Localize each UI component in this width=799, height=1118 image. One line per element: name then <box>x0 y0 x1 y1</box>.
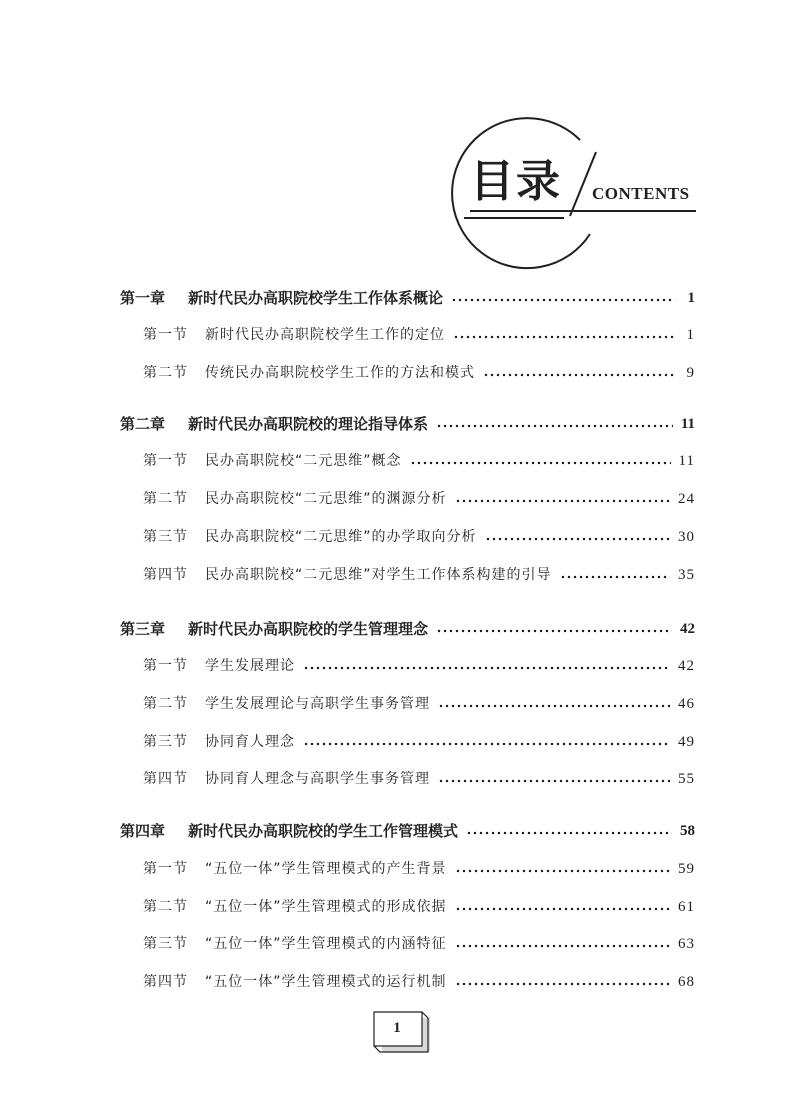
toc-entry-title: 学生发展理论与高职学生事务管理 <box>205 696 430 712</box>
toc-entry-page: 63 <box>678 936 695 952</box>
toc-entry-title: 民办高职院校“二元思维”的渊源分析 <box>205 491 447 507</box>
dot-leader <box>455 932 670 956</box>
dot-leader <box>485 525 670 549</box>
dot-leader <box>455 857 670 881</box>
toc-entry-page: 61 <box>678 899 695 915</box>
page-subtitle: CONTENTS <box>592 184 690 203</box>
toc-entry-number: 第一节 <box>143 327 188 343</box>
page-number: 1 <box>393 1020 401 1036</box>
toc-chapter-entry[interactable] <box>120 617 695 641</box>
toc-entry-page: 1 <box>687 290 695 306</box>
page-title: 目录 <box>470 156 562 207</box>
toc-entry-page: 68 <box>678 974 695 990</box>
toc-entry-number: 第四节 <box>143 974 188 990</box>
toc-entry-title: 新时代民办高职院校的学生管理理念 <box>188 620 429 638</box>
toc-entry-title: 协同育人理念与高职学生事务管理 <box>205 771 430 787</box>
toc-entry-number: 第二节 <box>143 491 188 507</box>
dot-leader <box>455 895 670 919</box>
dot-leader <box>451 286 675 310</box>
toc-entry-page: 42 <box>678 658 695 674</box>
dot-leader <box>303 730 670 754</box>
toc-entry-title: 民办高职院校“二元思维”对学生工作体系构建的引导 <box>205 567 552 583</box>
toc-entry-number: 第三节 <box>143 529 188 545</box>
dot-leader <box>560 563 670 587</box>
toc-entry-title: 新时代民办高职院校学生工作体系概论 <box>188 289 444 307</box>
toc-section-entry[interactable] <box>143 857 695 881</box>
dot-leader <box>483 361 675 385</box>
toc-entry-page: 49 <box>678 734 695 750</box>
toc-entry-number: 第二章 <box>120 415 166 433</box>
toc-entry-title: 新时代民办高职院校的学生工作管理模式 <box>188 822 459 840</box>
dot-leader <box>436 412 673 436</box>
toc-section-entry[interactable] <box>143 361 695 385</box>
dot-leader <box>455 970 670 994</box>
toc-entry-page: 9 <box>686 365 695 381</box>
toc-entry-page: 55 <box>678 771 695 787</box>
toc-entry-number: 第四章 <box>120 822 166 840</box>
toc-section-entry[interactable] <box>143 692 695 716</box>
toc-entry-title: 新时代民办高职院校的理论指导体系 <box>188 415 429 433</box>
toc-section-entry[interactable] <box>143 932 695 956</box>
toc-entry-number: 第三节 <box>143 734 188 750</box>
dot-leader <box>436 617 672 641</box>
toc-entry-number: 第二节 <box>143 696 188 712</box>
toc-section-entry[interactable] <box>143 654 695 678</box>
toc-entry-number: 第四节 <box>143 567 188 583</box>
toc-entry-number: 第一章 <box>120 289 166 307</box>
toc-entry-title: 传统民办高职院校学生工作的方法和模式 <box>205 365 475 381</box>
toc-entry-page: 11 <box>680 416 695 432</box>
toc-entry-page: 30 <box>678 529 695 545</box>
dot-leader <box>303 654 670 678</box>
dot-leader <box>466 819 672 843</box>
toc-entry-title: “五位一体”学生管理模式的形成依据 <box>205 899 447 915</box>
toc-entry-page: 46 <box>678 696 695 712</box>
toc-section-entry[interactable] <box>143 323 695 347</box>
toc-header <box>0 0 799 270</box>
toc-section-entry[interactable] <box>143 487 695 511</box>
toc-entry-page: 11 <box>678 453 695 469</box>
toc-entry-page: 35 <box>678 567 695 583</box>
page-number-badge <box>372 1010 432 1050</box>
toc-entry-number: 第一节 <box>143 861 188 877</box>
title-underline-lower <box>464 217 564 219</box>
toc-entry-title: 新时代民办高职院校学生工作的定位 <box>205 327 445 343</box>
toc-entry-number: 第二节 <box>143 899 188 915</box>
toc-entry-title: “五位一体”学生管理模式的运行机制 <box>205 974 447 990</box>
toc-entry-number: 第三章 <box>120 620 166 638</box>
subtitle-underline <box>570 210 696 212</box>
toc-entry-number: 第一节 <box>143 453 188 469</box>
toc-entry-title: “五位一体”学生管理模式的产生背景 <box>205 861 447 877</box>
toc-entry-page: 24 <box>678 491 695 507</box>
toc-section-entry[interactable] <box>143 563 695 587</box>
toc-entry-number: 第二节 <box>143 365 188 381</box>
toc-entry-title: 协同育人理念 <box>205 734 295 750</box>
toc-entry-number: 第三节 <box>143 936 188 952</box>
dot-leader <box>438 692 670 716</box>
toc-entry-page: 1 <box>686 327 695 343</box>
toc-chapter-entry[interactable] <box>120 412 695 436</box>
toc-entry-page: 59 <box>678 861 695 877</box>
toc-chapter-entry[interactable] <box>120 819 695 843</box>
toc-section-entry[interactable] <box>143 895 695 919</box>
toc-entry-title: 民办高职院校“二元思维”的办学取向分析 <box>205 529 477 545</box>
toc-entry-page: 42 <box>680 621 695 637</box>
toc-entry-title: 学生发展理论 <box>205 658 295 674</box>
dot-leader <box>453 323 675 347</box>
toc-section-entry[interactable] <box>143 970 695 994</box>
dot-leader <box>455 487 670 511</box>
toc-section-entry[interactable] <box>143 449 695 473</box>
toc-entry-title: 民办高职院校“二元思维”概念 <box>205 453 402 469</box>
title-underline-upper <box>470 210 570 212</box>
dot-leader <box>410 449 671 473</box>
dot-leader <box>438 767 670 791</box>
toc-section-entry[interactable] <box>143 525 695 549</box>
toc-entry-number: 第四节 <box>143 771 188 787</box>
toc-entry-title: “五位一体”学生管理模式的内涵特征 <box>205 936 447 952</box>
toc-section-entry[interactable] <box>143 730 695 754</box>
toc-entry-number: 第一节 <box>143 658 188 674</box>
toc-section-entry[interactable] <box>143 767 695 791</box>
toc-entry-page: 58 <box>680 823 695 839</box>
toc-chapter-entry[interactable] <box>120 286 695 310</box>
